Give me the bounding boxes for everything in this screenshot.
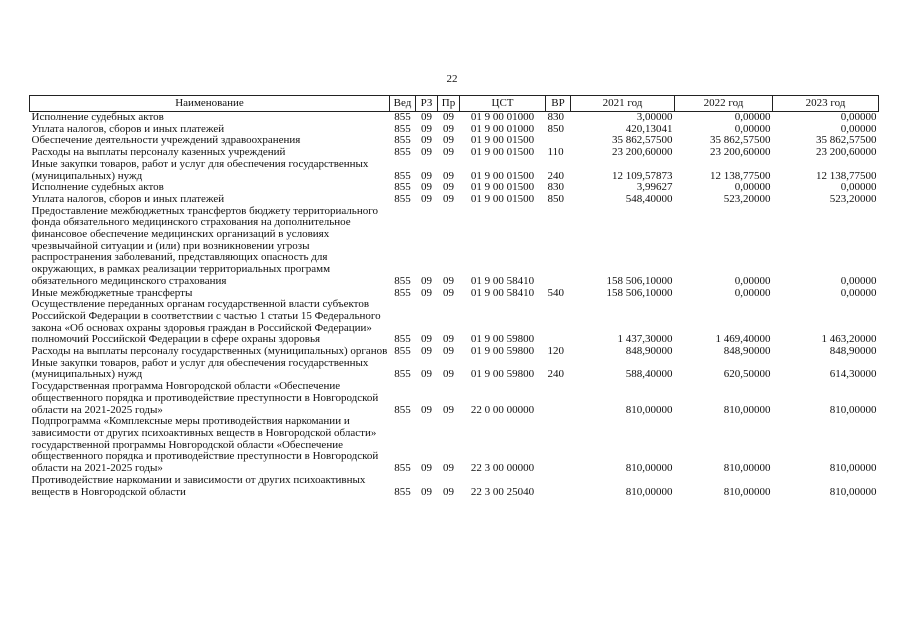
cell-vr: 540 <box>547 286 564 299</box>
cell-ved: 855 <box>394 111 411 123</box>
cell-vr: 850 <box>547 192 564 205</box>
cell-pr: 09 <box>443 345 454 358</box>
cell-y2022: 1 469,40000 <box>715 333 771 346</box>
cell-y2022: 848,90000 <box>723 345 771 358</box>
cell-pr: 09 <box>443 146 454 159</box>
cell-name: Уплата налогов, сборов и иных платежей <box>31 192 225 205</box>
cell-cst: 01 9 00 58410 <box>470 286 535 299</box>
cell-y2022: 0,00000 <box>734 122 771 135</box>
cell-y2022: 0,00000 <box>734 274 771 287</box>
cell-pr: 09 <box>443 333 454 346</box>
cell-y2021: 848,90000 <box>625 345 673 358</box>
cell-cst: 01 9 00 01500 <box>470 192 535 205</box>
cell-name: Иные межбюджетные трансферты <box>31 286 193 299</box>
cell-pr: 09 <box>443 111 454 123</box>
table-row <box>30 159 879 182</box>
cell-y2021: 35 862,57500 <box>612 134 673 147</box>
cell-vr: 240 <box>547 368 564 381</box>
cell-y2022: 810,00000 <box>723 485 771 498</box>
cell-y2022: 810,00000 <box>723 403 771 416</box>
cell-vr: 830 <box>547 111 564 123</box>
table-row <box>30 346 879 358</box>
cell-y2023: 810,00000 <box>829 462 877 475</box>
cell-y2023: 810,00000 <box>829 403 877 416</box>
header-name: Наименование <box>30 96 390 112</box>
cell-y2021: 3,99627 <box>636 181 673 194</box>
cell-y2022: 0,00000 <box>734 181 771 194</box>
cell-ved: 855 <box>394 462 411 475</box>
cell-pr: 09 <box>443 462 454 475</box>
cell-name: Государственная программа Новгородской области «Обеспечение общественного порядка и противодействие преступности в Новгородской области на 2021-2025 годы» <box>31 380 379 416</box>
cell-y2022: 620,50000 <box>723 368 771 381</box>
cell-cst: 01 9 00 01500 <box>470 169 535 182</box>
cell-y2022: 810,00000 <box>723 462 771 475</box>
cell-name: Исполнение судебных актов <box>31 111 164 123</box>
header-2023: 2023 год <box>773 96 879 112</box>
cell-y2021: 810,00000 <box>625 485 673 498</box>
cell-name: Уплата налогов, сборов и иных платежей <box>31 122 225 135</box>
cell-rz: 09 <box>421 333 432 346</box>
cell-y2022: 12 138,77500 <box>710 169 771 182</box>
table-row <box>30 381 879 416</box>
cell-vr: 240 <box>547 169 564 182</box>
cell-vr <box>546 416 571 475</box>
cell-ved: 855 <box>394 333 411 346</box>
cell-ved: 855 <box>394 181 411 194</box>
table-row <box>30 299 879 346</box>
cell-y2022: 23 200,60000 <box>710 146 771 159</box>
cell-y2022: 0,00000 <box>734 111 771 123</box>
header-2021: 2021 год <box>571 96 675 112</box>
cell-y2023: 0,00000 <box>840 274 877 287</box>
cell-cst: 22 0 00 00000 <box>470 403 535 416</box>
cell-rz: 09 <box>421 146 432 159</box>
cell-y2023: 848,90000 <box>829 345 877 358</box>
header-pr: Пр <box>438 96 460 112</box>
cell-cst: 22 3 00 25040 <box>470 485 535 498</box>
budget-table <box>29 95 879 498</box>
cell-y2023: 0,00000 <box>840 111 877 123</box>
cell-y2023: 1 463,20000 <box>821 333 877 346</box>
cell-y2021: 420,13041 <box>625 122 673 135</box>
cell-y2021: 588,40000 <box>625 368 673 381</box>
cell-ved: 855 <box>394 286 411 299</box>
header-rz: РЗ <box>416 96 438 112</box>
cell-ved: 855 <box>394 485 411 498</box>
cell-ved: 855 <box>394 122 411 135</box>
cell-pr: 09 <box>443 485 454 498</box>
cell-ved: 855 <box>394 274 411 287</box>
cell-ved: 855 <box>394 169 411 182</box>
cell-vr: 830 <box>547 181 564 194</box>
header-row <box>30 96 879 112</box>
cell-cst: 01 9 00 58410 <box>470 274 535 287</box>
cell-pr: 09 <box>443 134 454 147</box>
cell-y2022: 0,00000 <box>734 286 771 299</box>
cell-ved: 855 <box>394 368 411 381</box>
cell-vr: 120 <box>547 345 564 358</box>
cell-vr <box>546 206 571 288</box>
table-row <box>30 475 879 498</box>
cell-y2023: 0,00000 <box>840 122 877 135</box>
cell-pr: 09 <box>443 274 454 287</box>
cell-ved: 855 <box>394 345 411 358</box>
cell-name: Предоставление межбюджетных трансфертов бюджету территориального фонда обязательного медицинского страхования на дополнительное финансовое обеспечение медицинских организаций в условиях чрезвычайной ситуации и (или) при возникновении угрозы распространения заболеваний, представляющих опасность для окружающих, в рамках реализации территориальных программ обязательного медицинского страхования <box>31 204 378 287</box>
table-body <box>30 112 879 499</box>
cell-y2021: 548,40000 <box>625 192 673 205</box>
cell-name: Осуществление переданных органам государственной власти субъектов Российской Федерации в соответствии с частью 1 статьи 15 Федерального закона «Об основах охраны здоровья граждан в Российской Федерации» полномочий Российской Федерации в сфере охраны здоровья <box>31 298 381 346</box>
cell-cst: 01 9 00 01000 <box>470 111 535 123</box>
cell-vr <box>546 381 571 416</box>
header-2022: 2022 год <box>675 96 773 112</box>
cell-ved: 855 <box>394 134 411 147</box>
cell-y2023: 35 862,57500 <box>816 134 877 147</box>
cell-rz: 09 <box>421 368 432 381</box>
cell-pr: 09 <box>443 368 454 381</box>
table-row <box>30 112 879 124</box>
cell-y2021: 810,00000 <box>625 462 673 475</box>
cell-name: Иные закупки товаров, работ и услуг для обеспечения государственных (муниципальных) нужд <box>31 356 369 381</box>
cell-y2021: 12 109,57873 <box>612 169 673 182</box>
header-cst: ЦСТ <box>460 96 546 112</box>
cell-pr: 09 <box>443 181 454 194</box>
cell-cst: 22 3 00 00000 <box>470 462 535 475</box>
table-row <box>30 206 879 288</box>
cell-cst: 01 9 00 01000 <box>470 122 535 135</box>
cell-y2023: 810,00000 <box>829 485 877 498</box>
cell-vr <box>546 299 571 346</box>
header-vr: ВР <box>546 96 571 112</box>
cell-y2021: 3,00000 <box>636 111 673 123</box>
cell-name: Противодействие наркомании и зависимости от других психоактивных веществ в Новгородской области <box>31 473 366 498</box>
cell-cst: 01 9 00 01500 <box>470 134 535 147</box>
cell-rz: 09 <box>421 403 432 416</box>
cell-y2023: 614,30000 <box>829 368 877 381</box>
cell-y2023: 23 200,60000 <box>816 146 877 159</box>
cell-y2022: 35 862,57500 <box>710 134 771 147</box>
cell-y2021: 158 506,10000 <box>606 274 673 287</box>
cell-vr <box>546 475 571 498</box>
cell-vr: 850 <box>547 122 564 135</box>
cell-cst: 01 9 00 59800 <box>470 333 535 346</box>
cell-name: Подпрограмма «Комплексные меры противодействия наркомании и зависимости от других психоактивных веществ в Новгородской области» государственной программы Новгородской области «Обеспечение общественного порядка и противодействие преступности в Новгородской области на 2021-2025 годы» <box>31 415 379 475</box>
cell-y2021: 158 506,10000 <box>606 286 673 299</box>
table-row <box>30 416 879 475</box>
cell-rz: 09 <box>421 181 432 194</box>
cell-cst: 01 9 00 01500 <box>470 181 535 194</box>
cell-vr: 110 <box>547 146 564 159</box>
cell-rz: 09 <box>421 111 432 123</box>
cell-pr: 09 <box>443 403 454 416</box>
cell-ved: 855 <box>394 192 411 205</box>
cell-y2023: 12 138,77500 <box>816 169 877 182</box>
table-row <box>30 358 879 381</box>
cell-y2023: 0,00000 <box>840 286 877 299</box>
cell-pr: 09 <box>443 122 454 135</box>
cell-cst: 01 9 00 59800 <box>470 368 535 381</box>
table-row <box>30 194 879 206</box>
cell-name: Иные закупки товаров, работ и услуг для обеспечения государственных (муниципальных) нужд <box>31 157 369 182</box>
cell-y2022: 523,20000 <box>723 192 771 205</box>
cell-rz: 09 <box>421 192 432 205</box>
cell-rz: 09 <box>421 462 432 475</box>
header-ved: Вед <box>390 96 416 112</box>
cell-cst: 01 9 00 59800 <box>470 345 535 358</box>
cell-cst: 01 9 00 01500 <box>470 146 535 159</box>
cell-rz: 09 <box>421 134 432 147</box>
cell-rz: 09 <box>421 274 432 287</box>
cell-ved: 855 <box>394 146 411 159</box>
cell-name: Обеспечение деятельности учреждений здравоохранения <box>31 134 301 147</box>
cell-name: Расходы на выплаты персоналу казенных учреждений <box>31 146 286 159</box>
cell-pr: 09 <box>443 192 454 205</box>
cell-name: Исполнение судебных актов <box>31 181 164 194</box>
cell-rz: 09 <box>421 122 432 135</box>
cell-y2021: 810,00000 <box>625 403 673 416</box>
cell-y2023: 0,00000 <box>840 181 877 194</box>
cell-rz: 09 <box>421 286 432 299</box>
cell-y2023: 523,20000 <box>829 192 877 205</box>
cell-pr: 09 <box>443 169 454 182</box>
cell-rz: 09 <box>421 485 432 498</box>
cell-rz: 09 <box>421 169 432 182</box>
cell-pr: 09 <box>443 286 454 299</box>
page-number: 22 <box>446 73 458 85</box>
cell-y2021: 23 200,60000 <box>612 146 673 159</box>
cell-ved: 855 <box>394 403 411 416</box>
cell-y2021: 1 437,30000 <box>617 333 673 346</box>
cell-name: Расходы на выплаты персоналу государственных (муниципальных) органов <box>31 345 388 358</box>
cell-rz: 09 <box>421 345 432 358</box>
